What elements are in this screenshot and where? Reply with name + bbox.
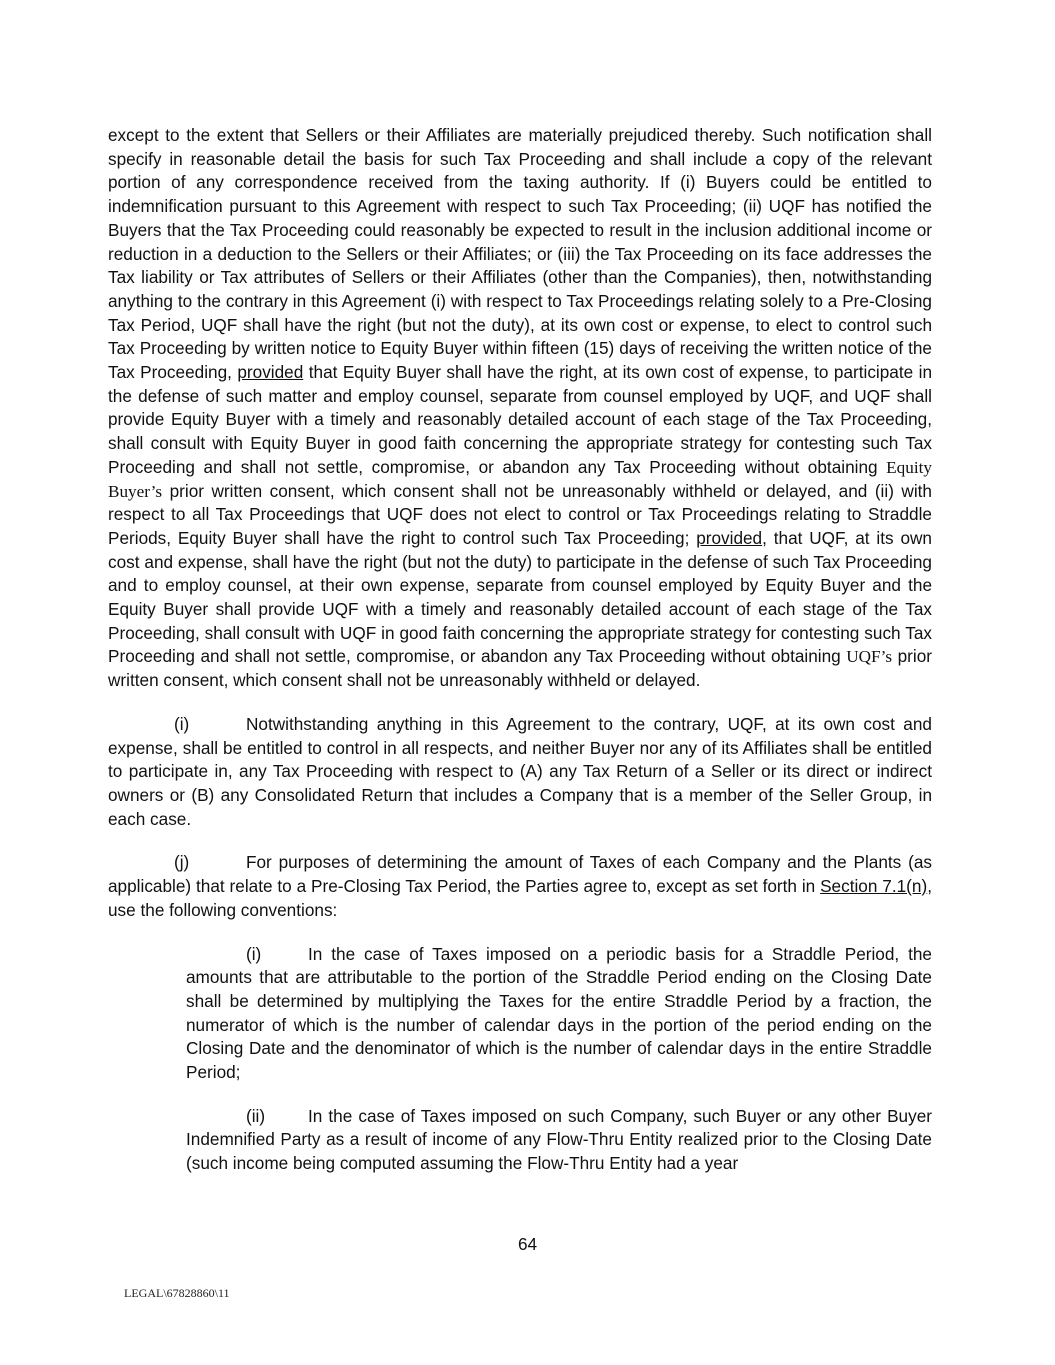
- paragraph-text: that Equity Buyer shall have the right, at its own cost of expense, to participate in the defense of such matter and employ counsel, separate from counsel employed by UQF, and UQF shall provide Equity Buyer with a timely and reasonably detailed account of each stage of the Tax Proceeding, shall consult with Equity Buyer in good faith concerning the appropriate strategy for contesting such Tax Proceeding and shall not settle, compromise, or abandon any Tax Proceeding without obtaining: [108, 362, 933, 477]
- paragraph-text: prior written consent, which consent shall not be unreasonably withheld or delayed, and (ii) with respect to all Tax Proceedings that UQF does not elect to control or Tax Proceedings relating to Straddle Periods, Equity Buyer shall have the right to control such Tax Proceeding;: [108, 480, 932, 548]
- section-label: (j): [174, 852, 190, 873]
- paragraph-text: prior written consent, which consent shall not be unreasonably withheld or delayed.: [108, 646, 932, 691]
- page-number: 64: [517, 1234, 538, 1254]
- paragraph-text: , that UQF, at its own cost and expense, shall have the right (but not the duty) to participate in the defense of such Tax Proceeding and to employ counsel, at their own expense, separate from counsel employed by Equity Buyer and the Equity Buyer shall provide UQF with a timely and reasonably detailed account of each stage of the Tax Proceeding, shall consult with UQF in good faith concerning the appropriate strategy for contesting such Tax Proceeding and shall not settle, compromise, or abandon any Tax Proceeding without obtaining: [108, 527, 932, 667]
- paragraph-text: In the case of Taxes imposed on a periodic basis for a Straddle Period, the amounts that are attributable to the portion of the Straddle Period ending on the Closing Date shall be determined by multiplying the Taxes for the entire Straddle Period by a fraction, the numerator of which is the number of calendar days in the portion of the period ending on the Closing Date and the denominator of which is the number of calendar days in the entire Straddle Period;: [186, 943, 932, 1083]
- paragraph-text: UQF’s: [846, 647, 893, 667]
- section-label: (i): [174, 713, 190, 734]
- paragraph-text: except to the extent that Sellers or their Affiliates are materially prejudiced thereby. Such notification shall specify in reasonable detail the basis for such Tax Proceeding and shall include a copy of the relevant portion of any correspondence received from the taxing authority. If (i) Buyers could be entitled to indemnification pursuant to this Agreement with respect to such Tax Proceeding; (ii) UQF has notified the Buyers that the Tax Proceeding could reasonably be expected to result in the inclusion additional income or reduction in a deduction to the Sellers or their Affiliates; or (iii) the Tax Proceeding on its face addresses the Tax liability or Tax attributes of Sellers or their Affiliates (other than the Companies), then, notwithstanding anything to the contrary in this Agreement (i) with respect to Tax Proceedings relating solely to a Pre-Closing Tax Period, UQF shall have the right (but not the duty), at its own cost or expense, to elect to control such Tax Proceeding by written notice to Equity Buyer within fifteen (15) days of receiving the written notice of the Tax Proceeding,: [108, 125, 932, 383]
- subsection-ii-paragraph: [186, 1105, 932, 1176]
- paragraph-text: Notwithstanding anything in this Agreement to the contrary, UQF, at its own cost and expense, shall be entitled to control in all respects, and neither Buyer nor any of its Affiliates shall be entitled to participate in, any Tax Proceeding with respect to (A) any Tax Return of a Seller or its direct or indirect owners or (B) any Consolidated Return that includes a Company that is a member of the Seller Group, in each case.: [108, 713, 932, 829]
- subsection-label: (i): [246, 943, 262, 964]
- paragraph-text: For purposes of determining the amount of Taxes of each Company and the Plants (as applicable) that relate to a Pre-Closing Tax Period, the Parties agree to, except as set forth in: [108, 852, 932, 897]
- continuation-paragraph: [108, 124, 932, 693]
- section-i-paragraph: [108, 713, 932, 832]
- subsection-label: (ii): [246, 1105, 266, 1126]
- document-reference: LEGAL\67828860\11: [124, 1286, 230, 1300]
- paragraph-text: Equity Buyer’s: [108, 457, 932, 501]
- paragraph-text: , use the following conventions:: [108, 876, 932, 920]
- provided-term: provided: [237, 362, 304, 383]
- provided-term: provided: [696, 527, 763, 548]
- paragraph-text: In the case of Taxes imposed on such Company, such Buyer or any other Buyer Indemnified Party as a result of income of any Flow-Thru Entity realized prior to the Closing Date (such income being computed assuming the Flow-Thru Entity had a year: [186, 1105, 932, 1174]
- section-reference: Section 7.1(n): [820, 876, 928, 897]
- section-j-paragraph: [108, 851, 932, 922]
- document-body: [108, 124, 932, 1196]
- subsection-i-paragraph: [186, 943, 932, 1085]
